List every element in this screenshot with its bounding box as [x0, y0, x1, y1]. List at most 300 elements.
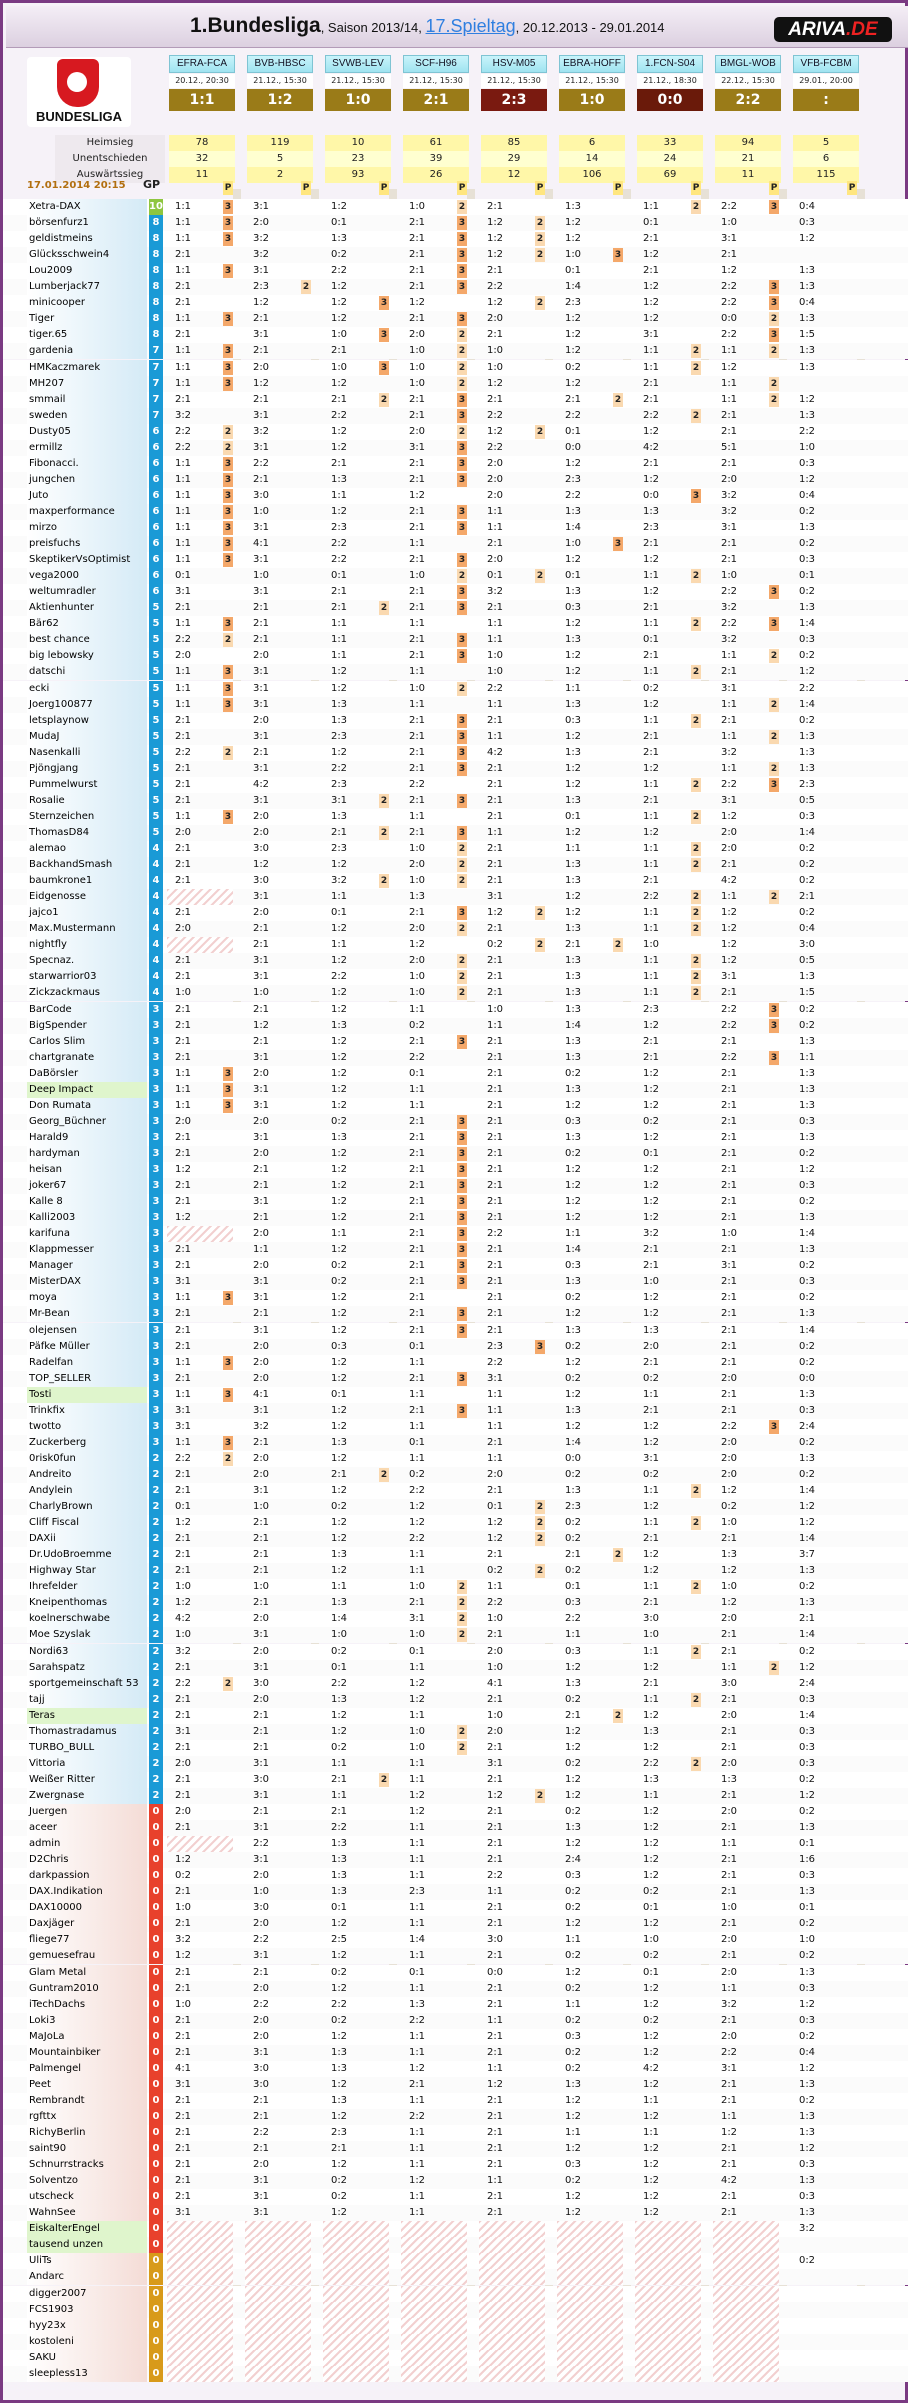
tip-cell: 2:2: [720, 618, 738, 630]
player-name[interactable]: aceer: [27, 1820, 147, 1836]
tip-cell: 2:1: [408, 522, 426, 533]
tip-cell: 2:0: [720, 1934, 738, 1946]
player-name[interactable]: chartgranate: [27, 1050, 147, 1066]
tip-cell: 3:2: [252, 249, 270, 261]
player-name[interactable]: Trinkfix: [27, 1403, 147, 1419]
player-name[interactable]: RichyBerlin: [27, 2125, 147, 2141]
tip-cell: 1:1: [408, 1870, 426, 1882]
tip-cell: 1:3: [642, 505, 660, 517]
player-name[interactable]: Palmengel: [27, 2061, 147, 2077]
player-name[interactable]: joker67: [27, 1178, 147, 1194]
player-name[interactable]: DAX10000: [27, 1900, 147, 1916]
tip-cell: 1:1: [408, 1099, 426, 1111]
player-points: 5: [149, 600, 163, 616]
tip-cell: 0:1: [642, 634, 660, 646]
player-name[interactable]: Mr-Bean: [27, 1306, 147, 1322]
player-name[interactable]: Nordi63: [27, 1644, 147, 1660]
player-name[interactable]: D2Chris: [27, 1852, 147, 1868]
player-name[interactable]: Glücksschwein4: [27, 247, 147, 263]
player-name[interactable]: Andylein: [27, 1483, 147, 1499]
player-name[interactable]: Juto: [27, 488, 147, 504]
player-name[interactable]: Juergen: [27, 1804, 147, 1820]
player-name[interactable]: weltumradler: [27, 584, 147, 600]
player-points: 2: [149, 1547, 163, 1563]
no-tip-cell: [635, 2269, 701, 2285]
player-name[interactable]: geldistmeins: [27, 231, 147, 247]
player-name[interactable]: Deep Impact: [27, 1082, 147, 1098]
tip-cell: 0:1: [642, 217, 660, 229]
player-name[interactable]: Specnaz.: [27, 953, 147, 969]
player-name[interactable]: fliege77: [27, 1932, 147, 1948]
tip-cell: 2:1: [720, 1324, 738, 1336]
match-points: 3: [380, 298, 388, 309]
tip-cell: 2:2: [330, 538, 348, 550]
player-name[interactable]: tiger.65: [27, 327, 147, 343]
player-name[interactable]: sweden: [27, 408, 147, 424]
tip-cell: 1:2: [798, 1501, 816, 1513]
tip-cell: 2:1: [486, 1180, 504, 1192]
player-name[interactable]: Tosti: [27, 1387, 147, 1403]
match-points: 3: [458, 731, 466, 742]
player-name[interactable]: Pjöngjang: [27, 761, 147, 777]
tip-cell: 1:0: [720, 1581, 738, 1593]
player-points: 6: [149, 504, 163, 520]
player-name[interactable]: karifuna: [27, 1226, 147, 1242]
match-points: 3: [224, 1100, 232, 1111]
match-points: 3: [536, 1341, 544, 1352]
tip-cell: 3:1: [252, 1131, 270, 1143]
tip-cell: 1:3: [798, 1212, 816, 1224]
tip-cell: 2:1: [720, 1404, 738, 1416]
match-team-label[interactable]: 1.FCN-S04: [637, 55, 703, 73]
tip-cell: 1:3: [330, 698, 348, 710]
player-name[interactable]: Dusty05: [27, 424, 147, 440]
match-column: [247, 52, 313, 187]
tip-cell: 1:1: [408, 1757, 426, 1769]
match-points: 2: [380, 603, 388, 614]
player-name[interactable]: Dr.UdoBroemme: [27, 1547, 147, 1563]
tip-cell: 3:1: [720, 1260, 738, 1272]
player-name[interactable]: Loki3: [27, 2013, 147, 2029]
tip-cell: 1:2: [720, 810, 738, 822]
points-column-header: P: [536, 183, 544, 193]
player-name[interactable]: Eidgenosse: [27, 889, 147, 905]
tip-cell: 1:2: [174, 1950, 192, 1962]
player-name[interactable]: sleepless13: [27, 2366, 147, 2382]
match-team-label[interactable]: BMGL-WOB: [715, 55, 781, 73]
player-name[interactable]: moya: [27, 1290, 147, 1306]
player-name[interactable]: Vittoria: [27, 1756, 147, 1772]
tip-cell: 1:0: [486, 1709, 504, 1721]
player-name[interactable]: datschi: [27, 664, 147, 680]
player-name[interactable]: Lou2009: [27, 263, 147, 279]
tip-cell: 2:0: [720, 1613, 738, 1625]
player-name[interactable]: big lebowsky: [27, 648, 147, 664]
tip-cell: 1:1: [486, 2062, 504, 2074]
player-name[interactable]: Xetra-DAX: [27, 199, 147, 215]
tip-cell: 2:1: [720, 1180, 738, 1192]
player-name[interactable]: Kalle 8: [27, 1194, 147, 1210]
player-name[interactable]: Weißer Ritter: [27, 1772, 147, 1788]
tip-cell: 2:0: [720, 1452, 738, 1464]
tip-cell: 3:2: [174, 409, 192, 421]
player-name[interactable]: Carlos Slim: [27, 1034, 147, 1050]
player-name[interactable]: minicooper: [27, 295, 147, 311]
player-name[interactable]: Rembrandt: [27, 2093, 147, 2109]
player-points: 8: [149, 327, 163, 343]
player-name[interactable]: kostoleni: [27, 2334, 147, 2350]
player-name[interactable]: Radelfan: [27, 1355, 147, 1371]
player-name[interactable]: Ihrefelder: [27, 1579, 147, 1595]
player-name[interactable]: FCS1903: [27, 2302, 147, 2318]
tip-cell: 2:1: [486, 955, 504, 967]
player-name[interactable]: Don Rumata: [27, 1098, 147, 1114]
player-points: 4: [149, 873, 163, 889]
player-name[interactable]: Andarc: [27, 2269, 147, 2285]
player-points: 6: [149, 552, 163, 568]
tip-cell: 0:2: [330, 1501, 348, 1513]
tip-cell: 2:3: [642, 1003, 660, 1015]
player-name[interactable]: best chance: [27, 632, 147, 648]
player-name[interactable]: Manager: [27, 1258, 147, 1274]
match-points: 3: [224, 458, 232, 469]
player-points: 0: [149, 2157, 163, 2173]
player-name[interactable]: Teras: [27, 1708, 147, 1724]
player-name[interactable]: Zickzackmaus: [27, 985, 147, 1001]
player-name[interactable]: smmail: [27, 392, 147, 408]
player-name[interactable]: Thomastradamus: [27, 1724, 147, 1740]
tip-cell: 1:3: [798, 1886, 816, 1898]
tip-cell: 1:1: [720, 650, 738, 662]
tip-cell: 3:1: [174, 1404, 192, 1416]
player-name[interactable]: Klappmesser: [27, 1242, 147, 1258]
tip-cell: 0:1: [564, 265, 582, 277]
player-name[interactable]: SAKU: [27, 2350, 147, 2366]
tip-cell: 1:1: [486, 1388, 504, 1400]
tip-cell: 2:2: [720, 201, 738, 212]
player-name[interactable]: MudaJ: [27, 729, 147, 745]
tip-cell: 1:1: [408, 2127, 426, 2138]
match-points: 3: [224, 1389, 232, 1400]
tip-cell: 1:0: [174, 1581, 192, 1593]
no-tip-cell: [635, 2221, 701, 2237]
tip-cell: 1:2: [330, 505, 348, 517]
tip-cell: 0:2: [564, 1067, 582, 1079]
tip-cell: 1:2: [642, 1501, 660, 1513]
player-name[interactable]: Päfke Müller: [27, 1339, 147, 1355]
tip-cell: 2:2: [330, 762, 348, 774]
player-name[interactable]: digger2007: [27, 2286, 147, 2302]
no-tip-cell: [323, 2237, 389, 2253]
player-name[interactable]: baumkrone1: [27, 873, 147, 889]
match-points: 2: [692, 924, 700, 935]
player-name[interactable]: MH207: [27, 376, 147, 392]
tip-cell: 2:0: [486, 313, 504, 325]
tip-cell: 3:1: [720, 2062, 738, 2074]
player-name[interactable]: preisfuchs: [27, 536, 147, 552]
tip-cell: 0:0: [720, 313, 738, 325]
tip-cell: 0:3: [564, 1597, 582, 1609]
tip-cell: 2:2: [174, 1452, 192, 1464]
tip-cell: 1:2: [564, 618, 582, 630]
player-name[interactable]: Pummelwurst: [27, 777, 147, 793]
player-name[interactable]: BackhandSmash: [27, 857, 147, 873]
tip-cell: 0:2: [642, 1886, 660, 1898]
tip-cell: 1:2: [330, 1067, 348, 1079]
home-win-count: 5: [793, 135, 859, 151]
player-name[interactable]: BigSpender: [27, 1018, 147, 1034]
player-name[interactable]: Solventzo: [27, 2173, 147, 2189]
tip-cell: 1:2: [252, 297, 270, 309]
player-name[interactable]: Rosalie: [27, 793, 147, 809]
match-points: 2: [770, 346, 778, 357]
table-row: [3, 2125, 908, 2141]
match-team-label[interactable]: VFB-FCBM: [793, 55, 859, 73]
player-points: 3: [149, 1355, 163, 1371]
tip-cell: 1:2: [408, 1517, 426, 1529]
match-team-label[interactable]: HSV-M05: [481, 55, 547, 73]
player-name[interactable]: ermillz: [27, 440, 147, 456]
match-team-label[interactable]: EBRA-HOFF: [559, 55, 625, 73]
player-name[interactable]: Peet: [27, 2077, 147, 2093]
tip-cell: 2:1: [252, 1806, 270, 1817]
player-name[interactable]: nightfly: [27, 937, 147, 953]
player-points: 3: [149, 1226, 163, 1242]
tip-cell: 1:3: [564, 794, 582, 806]
tip-cell: 3:0: [252, 489, 270, 501]
player-name[interactable]: rgfttx: [27, 2109, 147, 2125]
player-name[interactable]: Aktienhunter: [27, 600, 147, 616]
tip-cell: 1:1: [642, 1388, 660, 1400]
tip-cell: 1:3: [798, 345, 816, 357]
tip-cell: 0:3: [798, 457, 816, 469]
tip-cell: 3:1: [252, 1854, 270, 1866]
player-points: 3: [149, 1210, 163, 1226]
tip-cell: 1:2: [330, 955, 348, 967]
player-name[interactable]: HMKaczmarek: [27, 360, 147, 376]
tip-cell: 1:2: [330, 1420, 348, 1432]
table-row: [3, 1756, 908, 1772]
tip-cell: 1:1: [642, 1645, 660, 1657]
player-name[interactable]: hardyman: [27, 1146, 147, 1162]
tip-cell: 3:1: [408, 1613, 426, 1625]
tip-cell: 2:0: [174, 1115, 192, 1127]
player-name[interactable]: Sarahspatz: [27, 1660, 147, 1676]
player-name[interactable]: SkeptikerVsOptimist: [27, 552, 147, 568]
player-name[interactable]: gemuesefrau: [27, 1948, 147, 1964]
tip-cell: 0:3: [564, 1870, 582, 1882]
tip-cell: 0:5: [798, 955, 816, 967]
player-name[interactable]: vega2000: [27, 568, 147, 584]
tip-cell: 0:2: [564, 1902, 582, 1914]
tip-cell: 0:1: [642, 1902, 660, 1914]
no-tip-cell: [323, 2302, 389, 2318]
tip-cell: 1:2: [330, 1485, 348, 1496]
player-name[interactable]: DAXii: [27, 1531, 147, 1547]
player-name[interactable]: twotto: [27, 1419, 147, 1435]
no-tip-cell: [245, 2350, 311, 2366]
player-name[interactable]: Guntram2010: [27, 1981, 147, 1997]
table-row: [3, 873, 908, 889]
player-name[interactable]: Kneipenthomas: [27, 1595, 147, 1611]
player-name[interactable]: alemao: [27, 841, 147, 857]
tip-cell: 1:0: [174, 1629, 192, 1641]
player-name[interactable]: Moe Szyslak: [27, 1627, 147, 1643]
player-name[interactable]: maxperformance: [27, 504, 147, 520]
player-name[interactable]: Georg_Büchner: [27, 1114, 147, 1130]
player-name[interactable]: 0risk0fun: [27, 1451, 147, 1467]
tip-cell: 2:1: [174, 2191, 192, 2203]
player-name[interactable]: Schnurrstracks: [27, 2157, 147, 2173]
player-name[interactable]: hyy23x: [27, 2318, 147, 2334]
player-name[interactable]: MisterDAX: [27, 1274, 147, 1290]
match-team-label[interactable]: SVWB-LEV: [325, 55, 391, 73]
tip-cell: 2:1: [720, 1131, 738, 1143]
tip-cell: 0:3: [564, 1115, 582, 1127]
tip-cell: 1:2: [330, 1452, 348, 1464]
tip-cell: 0:2: [330, 1741, 348, 1753]
player-name[interactable]: tausend unzen: [27, 2237, 147, 2253]
player-name[interactable]: Highway Star: [27, 1563, 147, 1579]
tip-cell: 5:1: [720, 441, 738, 453]
player-name[interactable]: Glam Metal: [27, 1965, 147, 1981]
player-name[interactable]: Andreito: [27, 1467, 147, 1483]
tip-cell: 2:1: [174, 1485, 192, 1496]
player-name[interactable]: Max.Mustermann: [27, 921, 147, 937]
tip-cell: 2:1: [408, 1228, 426, 1240]
player-name[interactable]: Joerg100877: [27, 697, 147, 713]
player-points: 0: [149, 2125, 163, 2141]
player-name[interactable]: olejensen: [27, 1323, 147, 1339]
player-name[interactable]: koelnerschwabe: [27, 1611, 147, 1627]
player-name[interactable]: Zuckerberg: [27, 1435, 147, 1451]
player-name[interactable]: Bär62: [27, 616, 147, 632]
player-name[interactable]: Mountainbiker: [27, 2045, 147, 2061]
player-name[interactable]: Fibonacci.: [27, 456, 147, 472]
player-name[interactable]: ThomasD84: [27, 825, 147, 841]
player-name[interactable]: starwarrior03: [27, 969, 147, 985]
tip-cell: 2:2: [720, 1420, 738, 1432]
tip-cell: 3:0: [642, 1613, 660, 1625]
match-team-label[interactable]: EFRA-FCA: [169, 55, 235, 73]
player-name[interactable]: jajco1: [27, 905, 147, 921]
tip-cell: 2:0: [252, 1645, 270, 1657]
tip-cell: 1:0: [252, 1581, 270, 1593]
player-name[interactable]: Sternzeichen: [27, 809, 147, 825]
player-name[interactable]: ecki: [27, 681, 147, 697]
player-name[interactable]: Cliff Fiscal: [27, 1515, 147, 1531]
player-name[interactable]: Harald9: [27, 1130, 147, 1146]
tip-cell: 0:1: [330, 1388, 348, 1400]
player-name[interactable]: letsplaynow: [27, 713, 147, 729]
tip-cell: 1:0: [408, 1725, 426, 1737]
player-name[interactable]: BarCode: [27, 1002, 147, 1018]
tip-cell: 0:3: [564, 1260, 582, 1272]
tip-cell: 3:0: [486, 1934, 504, 1946]
player-name[interactable]: sportgemeinschaft 53: [27, 1676, 147, 1692]
tip-cell: 1:1: [720, 1982, 738, 1994]
player-name[interactable]: Daxjäger: [27, 1916, 147, 1932]
tip-cell: 2:1: [720, 1164, 738, 1175]
player-name[interactable]: TOP_SELLER: [27, 1371, 147, 1387]
page-title: [190, 14, 665, 38]
player-name[interactable]: Tiger: [27, 311, 147, 327]
tip-cell: 2:1: [642, 602, 660, 614]
table-row: [3, 488, 908, 504]
player-name[interactable]: tajj: [27, 1692, 147, 1708]
player-name[interactable]: MaJoLa: [27, 2029, 147, 2045]
tip-cell: 2:1: [174, 1886, 192, 1898]
tip-cell: 1:2: [564, 2207, 582, 2219]
match-points: 3: [458, 442, 466, 453]
match-score: 2:2: [715, 89, 781, 111]
matchday-link[interactable]: 17.Spieltag: [425, 16, 516, 36]
player-name[interactable]: Lumberjack77: [27, 279, 147, 295]
tip-cell: 2:1: [174, 393, 192, 405]
player-name[interactable]: UliTs: [27, 2253, 147, 2269]
player-name[interactable]: saint90: [27, 2141, 147, 2157]
tip-cell: 3:1: [252, 1822, 270, 1834]
tip-cell: 2:1: [174, 955, 192, 967]
player-name[interactable]: DaBörsler: [27, 1066, 147, 1082]
player-name[interactable]: heisan: [27, 1162, 147, 1178]
player-name[interactable]: admin: [27, 1836, 147, 1852]
player-name[interactable]: Kalli2003: [27, 1210, 147, 1226]
tip-cell: 2:1: [486, 1260, 504, 1272]
player-name[interactable]: iTechDachs: [27, 1997, 147, 2013]
no-tip-cell: [401, 2366, 467, 2382]
tip-cell: 2:1: [252, 923, 270, 935]
match-team-label[interactable]: SCF-H96: [403, 55, 469, 73]
tip-cell: 3:1: [252, 971, 270, 983]
tip-cell: 1:2: [564, 1356, 582, 1368]
tip-cell: 1:1: [330, 1789, 348, 1801]
player-name[interactable]: mirzo: [27, 520, 147, 536]
match-team-label[interactable]: BVB-HBSC: [247, 55, 313, 73]
player-points: 6: [149, 456, 163, 472]
tip-cell: 3:1: [252, 554, 270, 566]
player-name[interactable]: CharlyBrown: [27, 1499, 147, 1515]
ariva-logo[interactable]: ARIVA.DE: [774, 17, 892, 42]
tip-cell: 1:3: [564, 1324, 582, 1336]
player-name[interactable]: darkpassion: [27, 1868, 147, 1884]
tip-cell: 2:2: [408, 2110, 426, 2122]
player-name[interactable]: TURBO_BULL: [27, 1740, 147, 1756]
tip-cell: 3:1: [642, 1452, 660, 1464]
player-name[interactable]: Nasenkalli: [27, 745, 147, 761]
player-name[interactable]: DAX.Indikation: [27, 1884, 147, 1900]
tip-cell: 2:0: [720, 1436, 738, 1448]
player-name[interactable]: jungchen: [27, 472, 147, 488]
player-name[interactable]: utscheck: [27, 2189, 147, 2205]
tip-cell: 1:0: [408, 1741, 426, 1753]
tip-cell: 1:2: [408, 1677, 426, 1689]
tip-cell: 1:2: [642, 1822, 660, 1834]
tip-cell: 2:1: [252, 2094, 270, 2106]
match-points: 3: [458, 747, 466, 758]
player-name[interactable]: Zwergnase: [27, 1788, 147, 1804]
tip-cell: 0:3: [798, 2014, 816, 2026]
table-row: [3, 2013, 908, 2029]
player-name[interactable]: gardenia: [27, 343, 147, 359]
player-name[interactable]: EiskalterEngel: [27, 2221, 147, 2237]
player-name[interactable]: börsenfurz1: [27, 215, 147, 231]
tip-cell: 2:1: [564, 1549, 582, 1561]
tip-cell: 1:1: [174, 1067, 192, 1079]
table-row: [3, 408, 908, 424]
player-name[interactable]: WahnSee: [27, 2205, 147, 2221]
season-label: , Saison 2013/14,: [320, 20, 422, 35]
